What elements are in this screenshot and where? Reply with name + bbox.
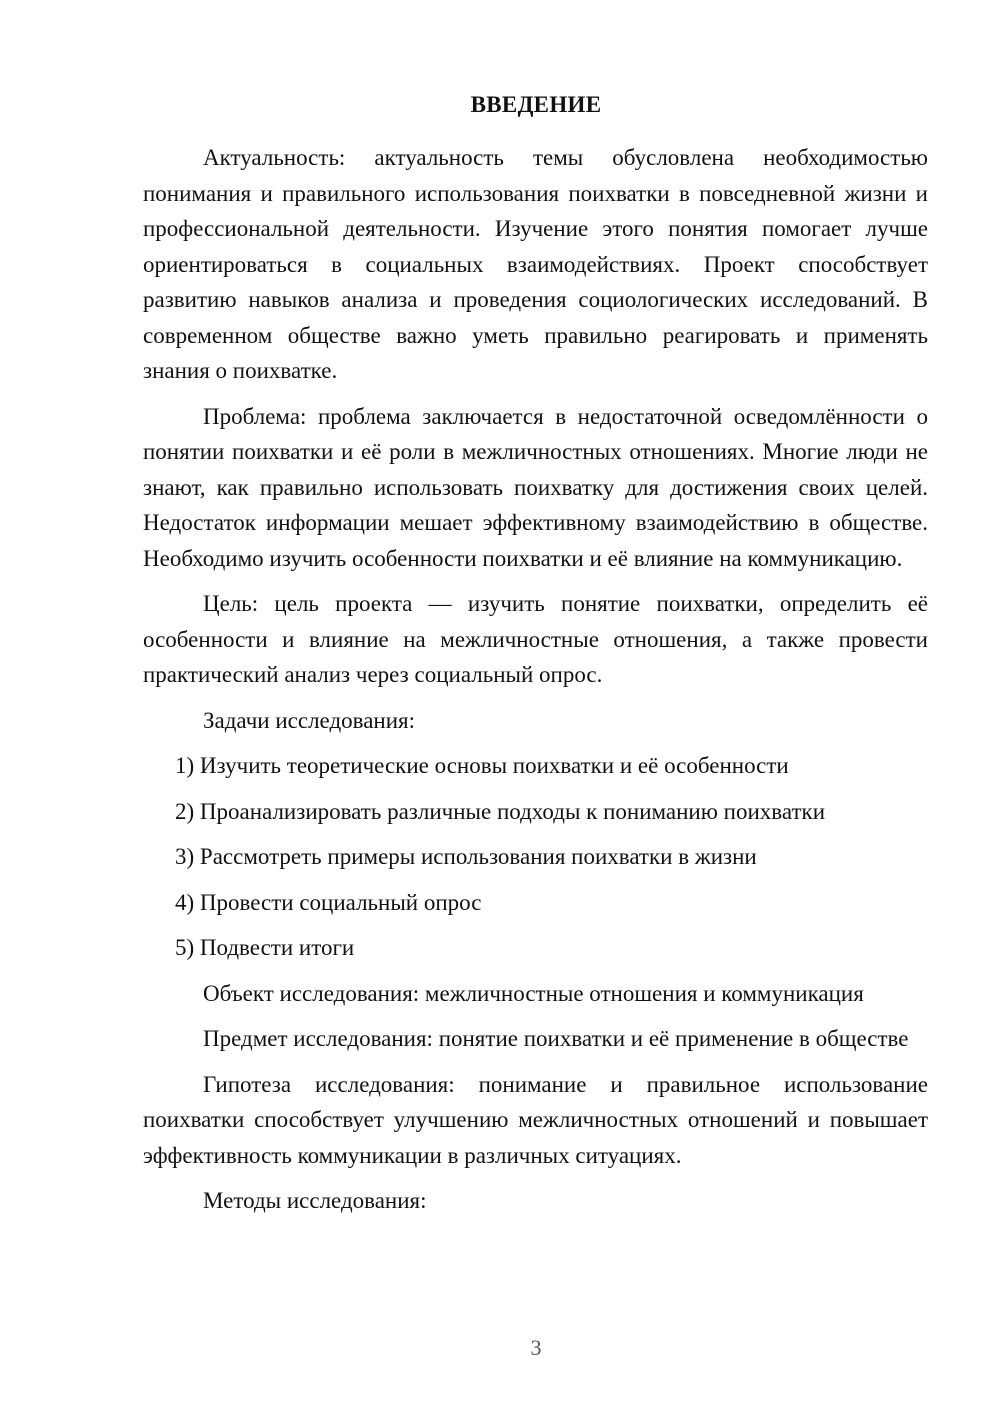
page-number: 3 — [530, 1335, 542, 1360]
list-item: 1) Изучить теоретические основы поихватки и её особенности — [175, 753, 789, 778]
relevance-paragraph: Актуальность: актуальность темы обусловлена необходимостью понимания и правильного использования поихватки в повседневной жизни и профессиональной деятельности. Изучение этого понятия помогает лучше ориентироваться в социальных взаимодействиях. Проект способствует развитию навыков анализа и проведения социологических исследований. В современном обществе важно уметь правильно реагировать и применять знания о поихватке. — [143, 145, 928, 383]
methods-heading: Методы исследования: — [203, 1188, 427, 1213]
tasks-heading: Задачи исследования: — [203, 707, 416, 733]
problem-paragraph: Проблема: проблема заключается в недостаточной осведомлённости о понятии поихватки и её роли в межличностных отношениях. Многие люди не знают, как правильно использовать поихватку для достижения своих целей. Недостаток информации мешает эффективному взаимодействию в обществе. Необходимо изучить особенности поихватки и её влияние на коммуникацию. — [143, 403, 928, 571]
page-title: ВВЕДЕНИЕ — [470, 92, 602, 117]
document-body — [143, 140, 928, 1229]
list-item: 2) Проанализировать различные подходы к пониманию поихватки — [175, 798, 825, 824]
subject-paragraph: Предмет исследования: понятие поихватки и её применение в обществе — [203, 1026, 909, 1051]
object-paragraph: Объект исследования: межличностные отношения и коммуникация — [203, 980, 864, 1006]
tasks-list — [143, 748, 928, 966]
goal-paragraph: Цель: цель проекта — изучить понятие поихватки, определить её особенности и влияние на межличностные отношения, а также провести практический анализ через социальный опрос. — [143, 591, 928, 687]
hypothesis-paragraph: Гипотеза исследования: понимание и правильное использование поихватки способствует улучшению межличностных отношений и повышает эффективность коммуникации в различных ситуациях. — [143, 1071, 928, 1168]
list-item: 3) Рассмотреть примеры использования поихватки в жизни — [175, 844, 757, 869]
list-item: 4) Провести социальный опрос — [175, 889, 482, 915]
list-item: 5) Подвести итоги — [175, 935, 355, 960]
